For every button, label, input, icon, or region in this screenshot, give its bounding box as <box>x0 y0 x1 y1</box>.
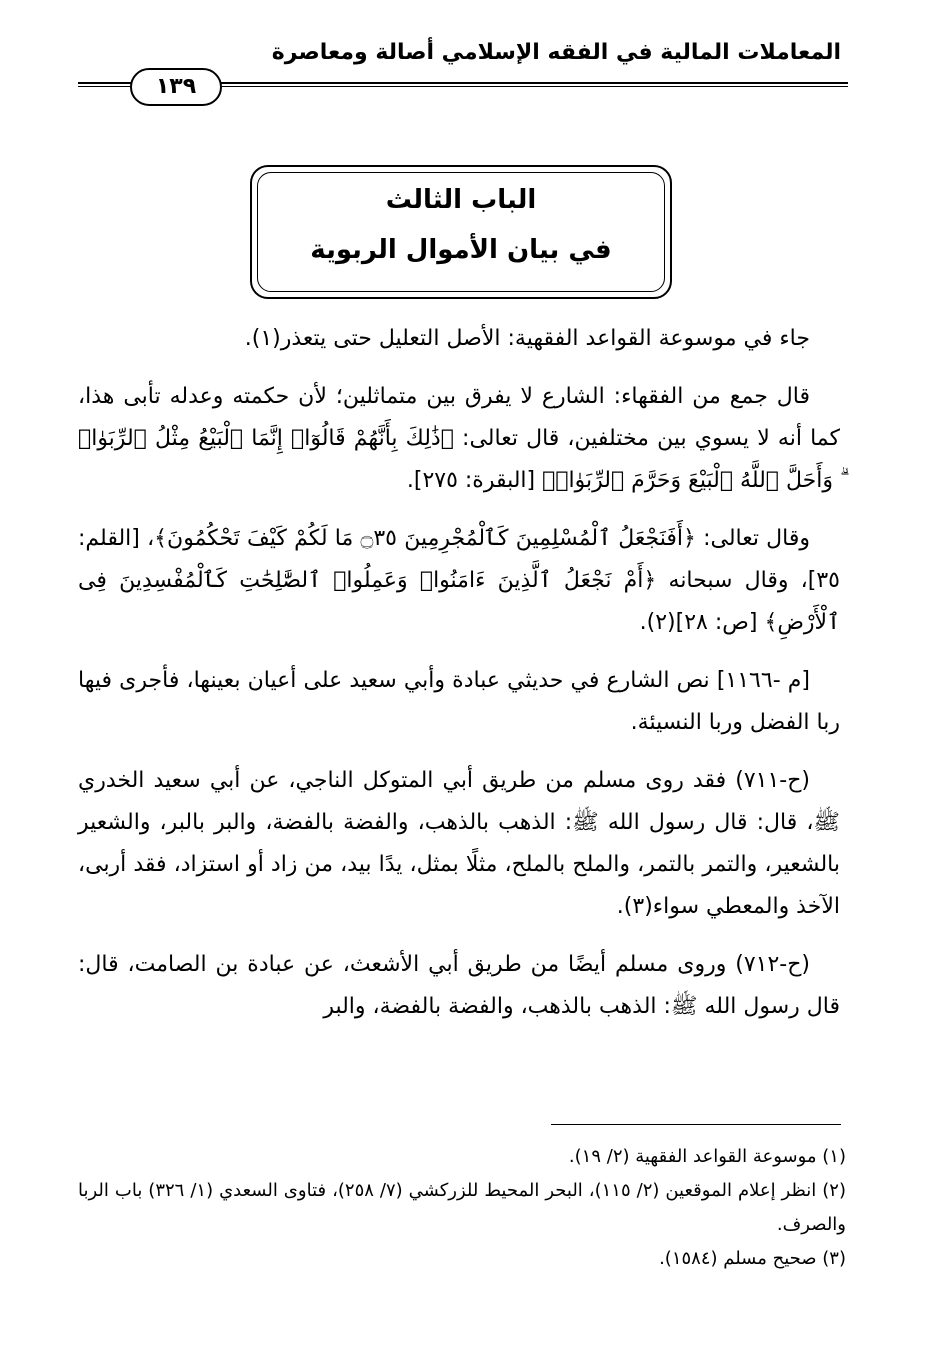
paragraph: جاء في موسوعة القواعد الفقهية: الأصل التعليل حتى يتعذر(١). <box>244 326 810 351</box>
footnote: (٣) صحيح مسلم (١٥٨٤). <box>659 1248 846 1269</box>
footnotes <box>78 1140 846 1276</box>
chapter-subheading: في بيان الأموال الربوية <box>310 235 612 265</box>
paragraph: وقال تعالى: ﴿أَفَنَجْعَلُ ٱلْمُسْلِمِينَ كَٱلْمُجْرِمِينَ ۝٣٥ مَا لَكُمْ كَيْفَ تَحْكُمُونَ﴾، [القلم: ٣٥]، وقال سبحانه ﴿أَمْ نَجْعَلُ ٱلَّذِينَ ءَامَنُوا۟ وَعَمِلُوا۟ ٱلصَّٰلِحَٰتِ كَٱلْمُفْسِدِينَ فِى ٱلْأَرْضِ﴾ [ص: ٢٨](٢). <box>78 526 840 635</box>
paragraph: [م -١١٦٦] نص الشارع في حديثي عبادة وأبي سعيد على أعيان بعينها، فأجرى فيها ربا الفضل وربا النسيئة. <box>78 668 840 735</box>
footnote-separator <box>551 1124 841 1125</box>
footnote: (١) موسوعة القواعد الفقهية (٢/ ١٩). <box>568 1146 846 1167</box>
chapter-heading: الباب الثالث <box>385 185 537 215</box>
body-text <box>78 318 840 1044</box>
chapter-title-frame <box>250 165 672 299</box>
running-header-title: المعاملات المالية في الفقه الإسلامي أصالة ومعاصرة <box>271 40 841 65</box>
paragraph: (ح-٧١٢) وروى مسلم أيضًا من طريق أبي الأشعث، عن عبادة بن الصامت، قال: قال رسول الله ﷺ: الذهب بالذهب، والفضة بالفضة، والبر <box>78 952 840 1019</box>
page-number-badge: ١٣٩ <box>130 68 222 106</box>
footnote: (٢) انظر إعلام الموقعين (٢/ ١١٥)، البحر المحيط للزركشي (٧/ ٢٥٨)، فتاوى السعدي (١/ ٣٢٦) باب الربا والصرف. <box>78 1180 846 1235</box>
paragraph: قال جمع من الفقهاء: الشارع لا يفرق بين متماثلين؛ لأن حكمته وعدله تأبى هذا، كما أنه لا يسوي بين مختلفين، قال تعالى: ﴿ذَٰلِكَ بِأَنَّهُمْ قَالُوٓا۟ إِنَّمَا ٱلْبَيْعُ مِثْلُ ٱلرِّبَوٰا۟ ۗ وَأَحَلَّ ٱللَّهُ ٱلْبَيْعَ وَحَرَّمَ ٱلرِّبَوٰا۟﴾ [البقرة: ٢٧٥]. <box>78 384 840 493</box>
paragraph: (ح-٧١١) فقد روى مسلم من طريق أبي المتوكل الناجي، عن أبي سعيد الخدري ﷺ، قال: قال رسول الله ﷺ: الذهب بالذهب، والفضة بالفضة، والبر بالبر، والشعير بالشعير، والتمر بالتمر، والملح بالملح، مثلًا بمثل، يدًا بيد، من زاد أو استزاد، فقد أربى، الآخذ والمعطي سواء(٣). <box>78 768 840 919</box>
